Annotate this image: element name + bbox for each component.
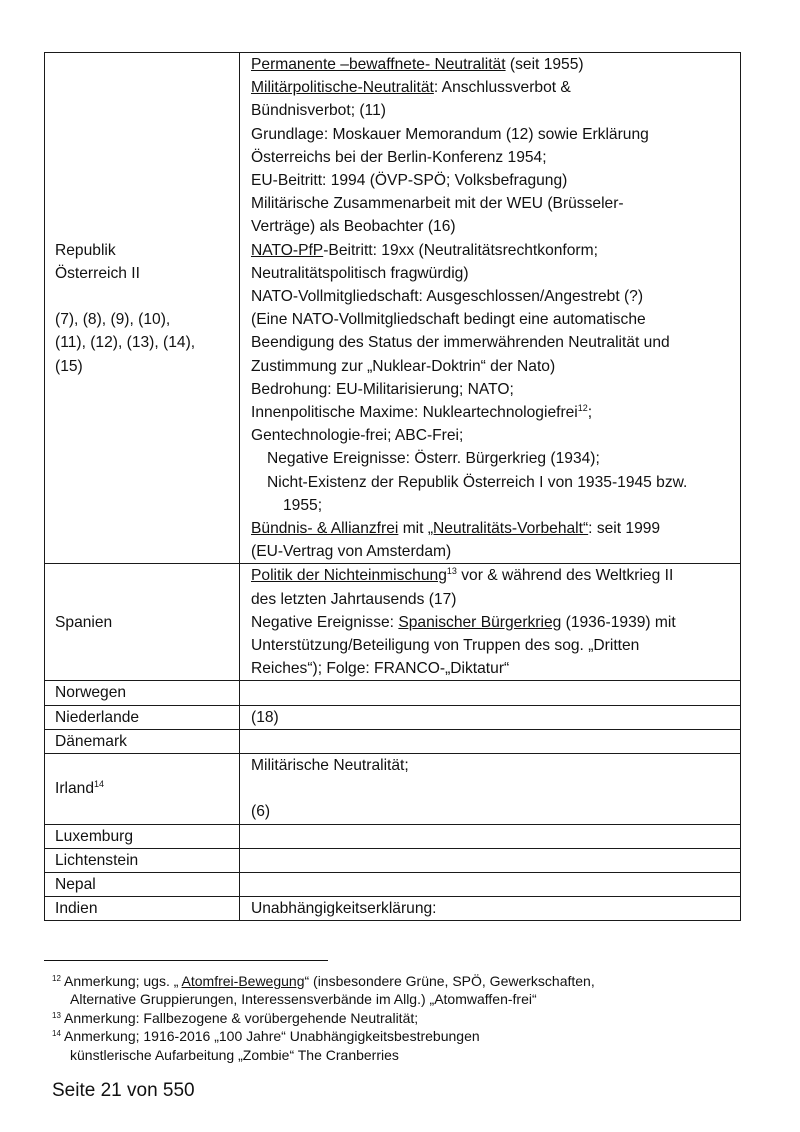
country-name-line: Republik (55, 241, 116, 259)
footnotes (52, 972, 595, 1064)
detail-line: Politik der Nichteinmischung$^{13}$ vor & während des Weltkrieg II (251, 566, 674, 585)
table-row-nepal (45, 872, 741, 896)
table-row-india (45, 897, 741, 921)
page-number: Seite 21 von 550 (52, 1080, 195, 1101)
footnote-number: 12 (52, 974, 61, 983)
table-row-norway (45, 681, 741, 705)
detail-line: Militärische Neutralität; (251, 757, 409, 775)
footnote-divider (44, 960, 328, 961)
footnote-link[interactable]: Atomfrei-Bewegung (181, 973, 305, 989)
detail-line: Unterstützung/Beteiligung von Truppen des sog. „Dritten (251, 637, 640, 655)
underlined-term: NATO-PfP (251, 241, 324, 259)
details-cell (240, 848, 741, 872)
detail-line: Bündnisverbot; (11) (251, 102, 386, 120)
detail-line: NATO-Vollmitgliedschaft: Ausgeschlossen/Angestrebt (?) (251, 288, 644, 306)
footnote-reference[interactable]: 12 (577, 403, 588, 414)
table-row-austria (45, 53, 741, 564)
table-row-denmark (45, 729, 741, 753)
country-references: (11), (12), (13), (14), (55, 334, 196, 352)
table-row-luxembourg (45, 824, 741, 848)
country-references: (7), (8), (9), (10), (55, 311, 171, 329)
detail-line: Zustimmung zur „Nuklear-Doktrin“ der Nato) (251, 357, 556, 375)
footnote-reference[interactable]: 14 (94, 779, 105, 790)
details-cell-austria (240, 53, 741, 564)
underlined-term: Permanente –bewaffnete- Neutralität (251, 56, 506, 73)
country-name: Spanien (55, 613, 113, 631)
footnote-12: $^{12}$ Anmerkung; ugs. „ Atomfrei-Bewegung“ (insbesondere Grüne, SPÖ, Gewerkschaften, (52, 973, 595, 989)
footnote-number: 13 (52, 1010, 61, 1020)
country-cell: Niederlande (45, 705, 240, 729)
country-cell: Dänemark (45, 729, 240, 753)
detail-line: Negative Ereignisse: Spanischer Bürgerkrieg (1936-1939) mit (251, 613, 676, 631)
footnote-14-continuation: künstlerische Aufarbeitung „Zombie“ The Cranberries (70, 1046, 399, 1063)
detail-line: Militärische Zusammenarbeit mit der WEU (Brüsseler- (251, 195, 624, 213)
neutrality-table (44, 52, 741, 921)
footnote-13: $^{13}$ Anmerkung: Fallbezogene & vorübergehende Neutralität; (52, 1009, 419, 1026)
details-cell: (18) (240, 705, 741, 729)
details-cell (240, 824, 741, 848)
underlined-term: Politik der Nichteinmischung (251, 567, 447, 585)
country-cell: Indien (45, 897, 240, 921)
detail-line: des letzten Jahrtausends (17) (251, 590, 457, 608)
country-cell: Norwegen (45, 681, 240, 705)
detail-line: Österreichs bei der Berlin-Konferenz 1954; (251, 148, 547, 166)
country-references: (15) (55, 357, 83, 375)
details-cell-spain (240, 564, 741, 681)
table-row-ireland (45, 754, 741, 824)
underlined-term: „Neutralitäts-Vorbehalt“ (427, 520, 589, 538)
detail-line: Neutralitätspolitisch fragwürdig) (251, 264, 469, 282)
country-cell: Nepal (45, 872, 240, 896)
country-cell: Luxemburg (45, 824, 240, 848)
table-row-spain (45, 564, 741, 681)
detail-line: Nicht-Existenz der Republik Österreich I von 1935-1945 bzw. (267, 473, 688, 491)
footnote-number: 14 (52, 1029, 61, 1039)
detail-line: NATO-PfP-Beitritt: 19xx (Neutralitätsrechtkonform; (251, 241, 598, 259)
detail-line: (6) (251, 803, 271, 821)
detail-line: Verträge) als Beobachter (16) (251, 218, 456, 236)
footnote-12-continuation: Alternative Gruppierungen, Interessensverbände im Allg.) „Atomwaffen-frei“ (70, 991, 537, 1008)
detail-line: (EU-Vertrag von Amsterdam) (251, 543, 452, 561)
detail-line: (Eine NATO-Vollmitgliedschaft bedingt eine automatische (251, 311, 646, 329)
detail-line: Reiches“); Folge: FRANCO-„Diktatur“ (251, 660, 510, 678)
details-cell (240, 681, 741, 705)
detail-line: Innenpolitische Maxime: Nukleartechnologiefrei$^{12}$; (251, 403, 593, 422)
details-cell (240, 729, 741, 753)
country-cell-austria (45, 53, 240, 564)
detail-line: Beendigung des Status der immerwährenden Neutralität und (251, 334, 670, 352)
country-name-line: Österreich II (55, 264, 140, 282)
underlined-term: Militärpolitische-Neutralität (251, 79, 434, 97)
detail-line: Gentechnologie-frei; ABC-Frei; (251, 427, 464, 445)
detail-line: Permanente –bewaffnete- Neutralität (seit 1955) (251, 56, 584, 73)
footnote-reference[interactable]: 13 (446, 566, 457, 577)
underlined-term: Bündnis- & Allianzfrei (251, 520, 399, 538)
footnote-14: $^{14}$ Anmerkung; 1916-2016 „100 Jahre“ Unabhängigkeitsbestrebungen (52, 1028, 480, 1045)
detail-line: EU-Beitritt: 1994 (ÖVP-SPÖ; Volksbefragung) (251, 172, 568, 190)
detail-line: Bedrohung: EU-Militarisierung; NATO; (251, 380, 514, 398)
table-row-liechtenstein (45, 848, 741, 872)
detail-line: Militärpolitische-Neutralität: Anschlussverbot & (251, 79, 571, 97)
detail-line: 1955; (283, 496, 323, 514)
country-cell: Lichtenstein (45, 848, 240, 872)
detail-line: Grundlage: Moskauer Memorandum (12) sowie Erklärung (251, 125, 649, 143)
detail-line: Bündnis- & Allianzfrei mit „Neutralitäts-Vorbehalt“: seit 1999 (251, 520, 661, 538)
country-cell-spain (45, 564, 240, 681)
details-cell (240, 872, 741, 896)
detail-line: Negative Ereignisse: Österr. Bürgerkrieg (1934); (267, 450, 600, 468)
details-cell: Unabhängigkeitserklärung: (240, 897, 741, 921)
country-name: Irland (55, 780, 95, 798)
underlined-term: Spanischer Bürgerkrieg (398, 613, 562, 631)
country-cell-ireland (45, 754, 240, 824)
table-row-netherlands (45, 705, 741, 729)
details-cell-ireland (240, 754, 741, 824)
